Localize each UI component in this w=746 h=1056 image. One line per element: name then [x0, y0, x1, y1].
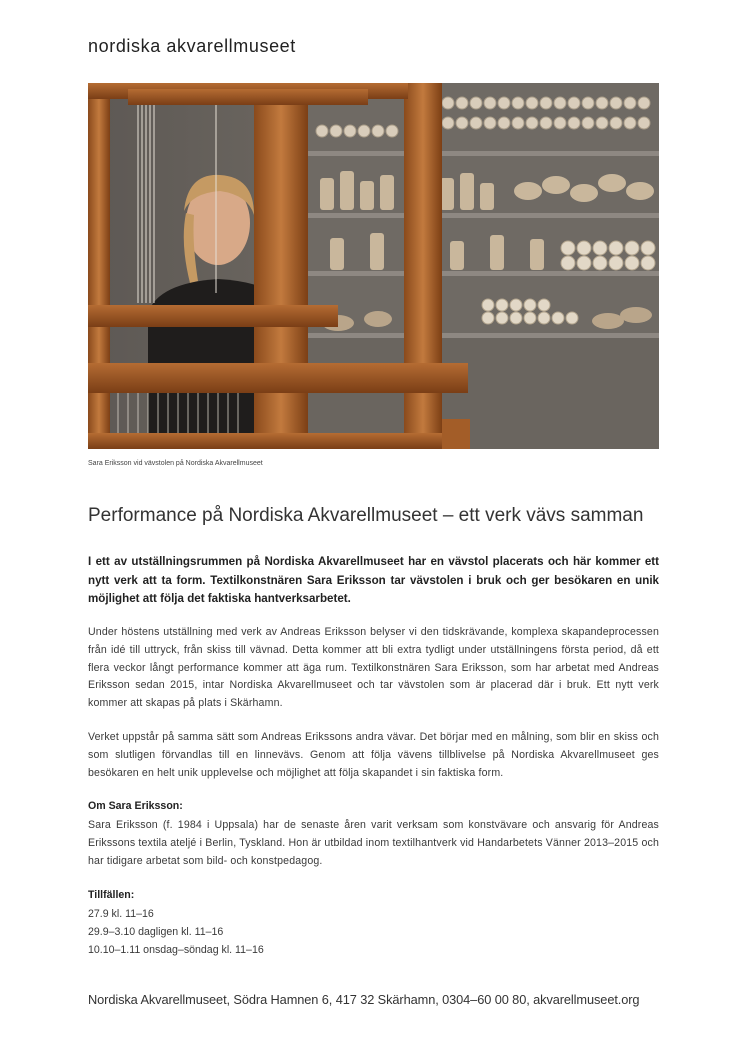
occasions-list [88, 906, 264, 959]
body-paragraph-1: Under höstens utställning med verk av Andreas Eriksson belyser vi den tidskrävande, komplexa skapandeprocessen från idé till uttryck, från skiss till vävnad. Detta kommer att bli extra tydligt under utställningens första period, då ett flera veckor långt performance kommer att äga rum. Textilkonstnären Sara Eriksson, som har arbetat med Andreas Eriksson sedan 2015, intar Nordiska Akvarellmuseet och tar vävstolen som är placerad där i bruk. Ett nytt verk kommer att skapas på plats i Skärhamn. [88, 626, 659, 710]
about-heading: Om Sara Eriksson: [88, 800, 183, 812]
article-lead: I ett av utställningsrummen på Nordiska Akvarellmuseet har en vävstol placerats och här kommer ett nytt verk att ta form. Textilkonstnären Sara Eriksson tar vävstolen i bruk och ger besökaren en unik möjlighet att följa det faktiska hantverksarbetet. [88, 555, 659, 605]
photo-caption: Sara Eriksson vid vävstolen på Nordiska Akvarellmuseet [88, 460, 263, 467]
about-paragraph: Sara Eriksson (f. 1984 i Uppsala) har de senaste åren varit verksam som konstvävare och ansvarig för Andreas Erikssons textila ateljé i Berlin, Tyskland. Hon är utbildad inom textilhantverk vid Handarbetets Vänner 2013–2015 och har tidigare arbetat som bild- och konstpedagog. [88, 819, 659, 867]
brand-wordmark: nordiska akvarellmuseet [88, 36, 296, 56]
body-paragraph-2: Verket uppstår på samma sätt som Andreas Erikssons andra vävar. Det börjar med en målning, som blir en skiss och som slutligen förvandlas till en linnevävs. Genom att följa vävens tillblivelse på Nordiska Akvarellmuseet ges besökaren en helt unik upplevelse och möjlighet att följa skapandet i sin faktiska form. [88, 731, 659, 779]
occasion-item: 29.9–3.10 dagligen kl. 11–16 [88, 925, 224, 938]
occasion-item: 10.10–1.11 onsdag–söndag kl. 11–16 [88, 943, 264, 956]
photo-weaver-at-loom [88, 83, 659, 449]
loom-photo-illustration [88, 83, 659, 449]
footer-contact: Nordiska Akvarellmuseet, Södra Hamnen 6, 417 32 Skärhamn, 0304–60 00 80, akvarellmuseet.org [88, 992, 640, 1007]
article-headline: Performance på Nordiska Akvarellmuseet – ett verk vävs samman [88, 505, 644, 526]
occasion-item: 27.9 kl. 11–16 [88, 908, 154, 920]
occasions-heading: Tillfällen: [88, 889, 135, 901]
